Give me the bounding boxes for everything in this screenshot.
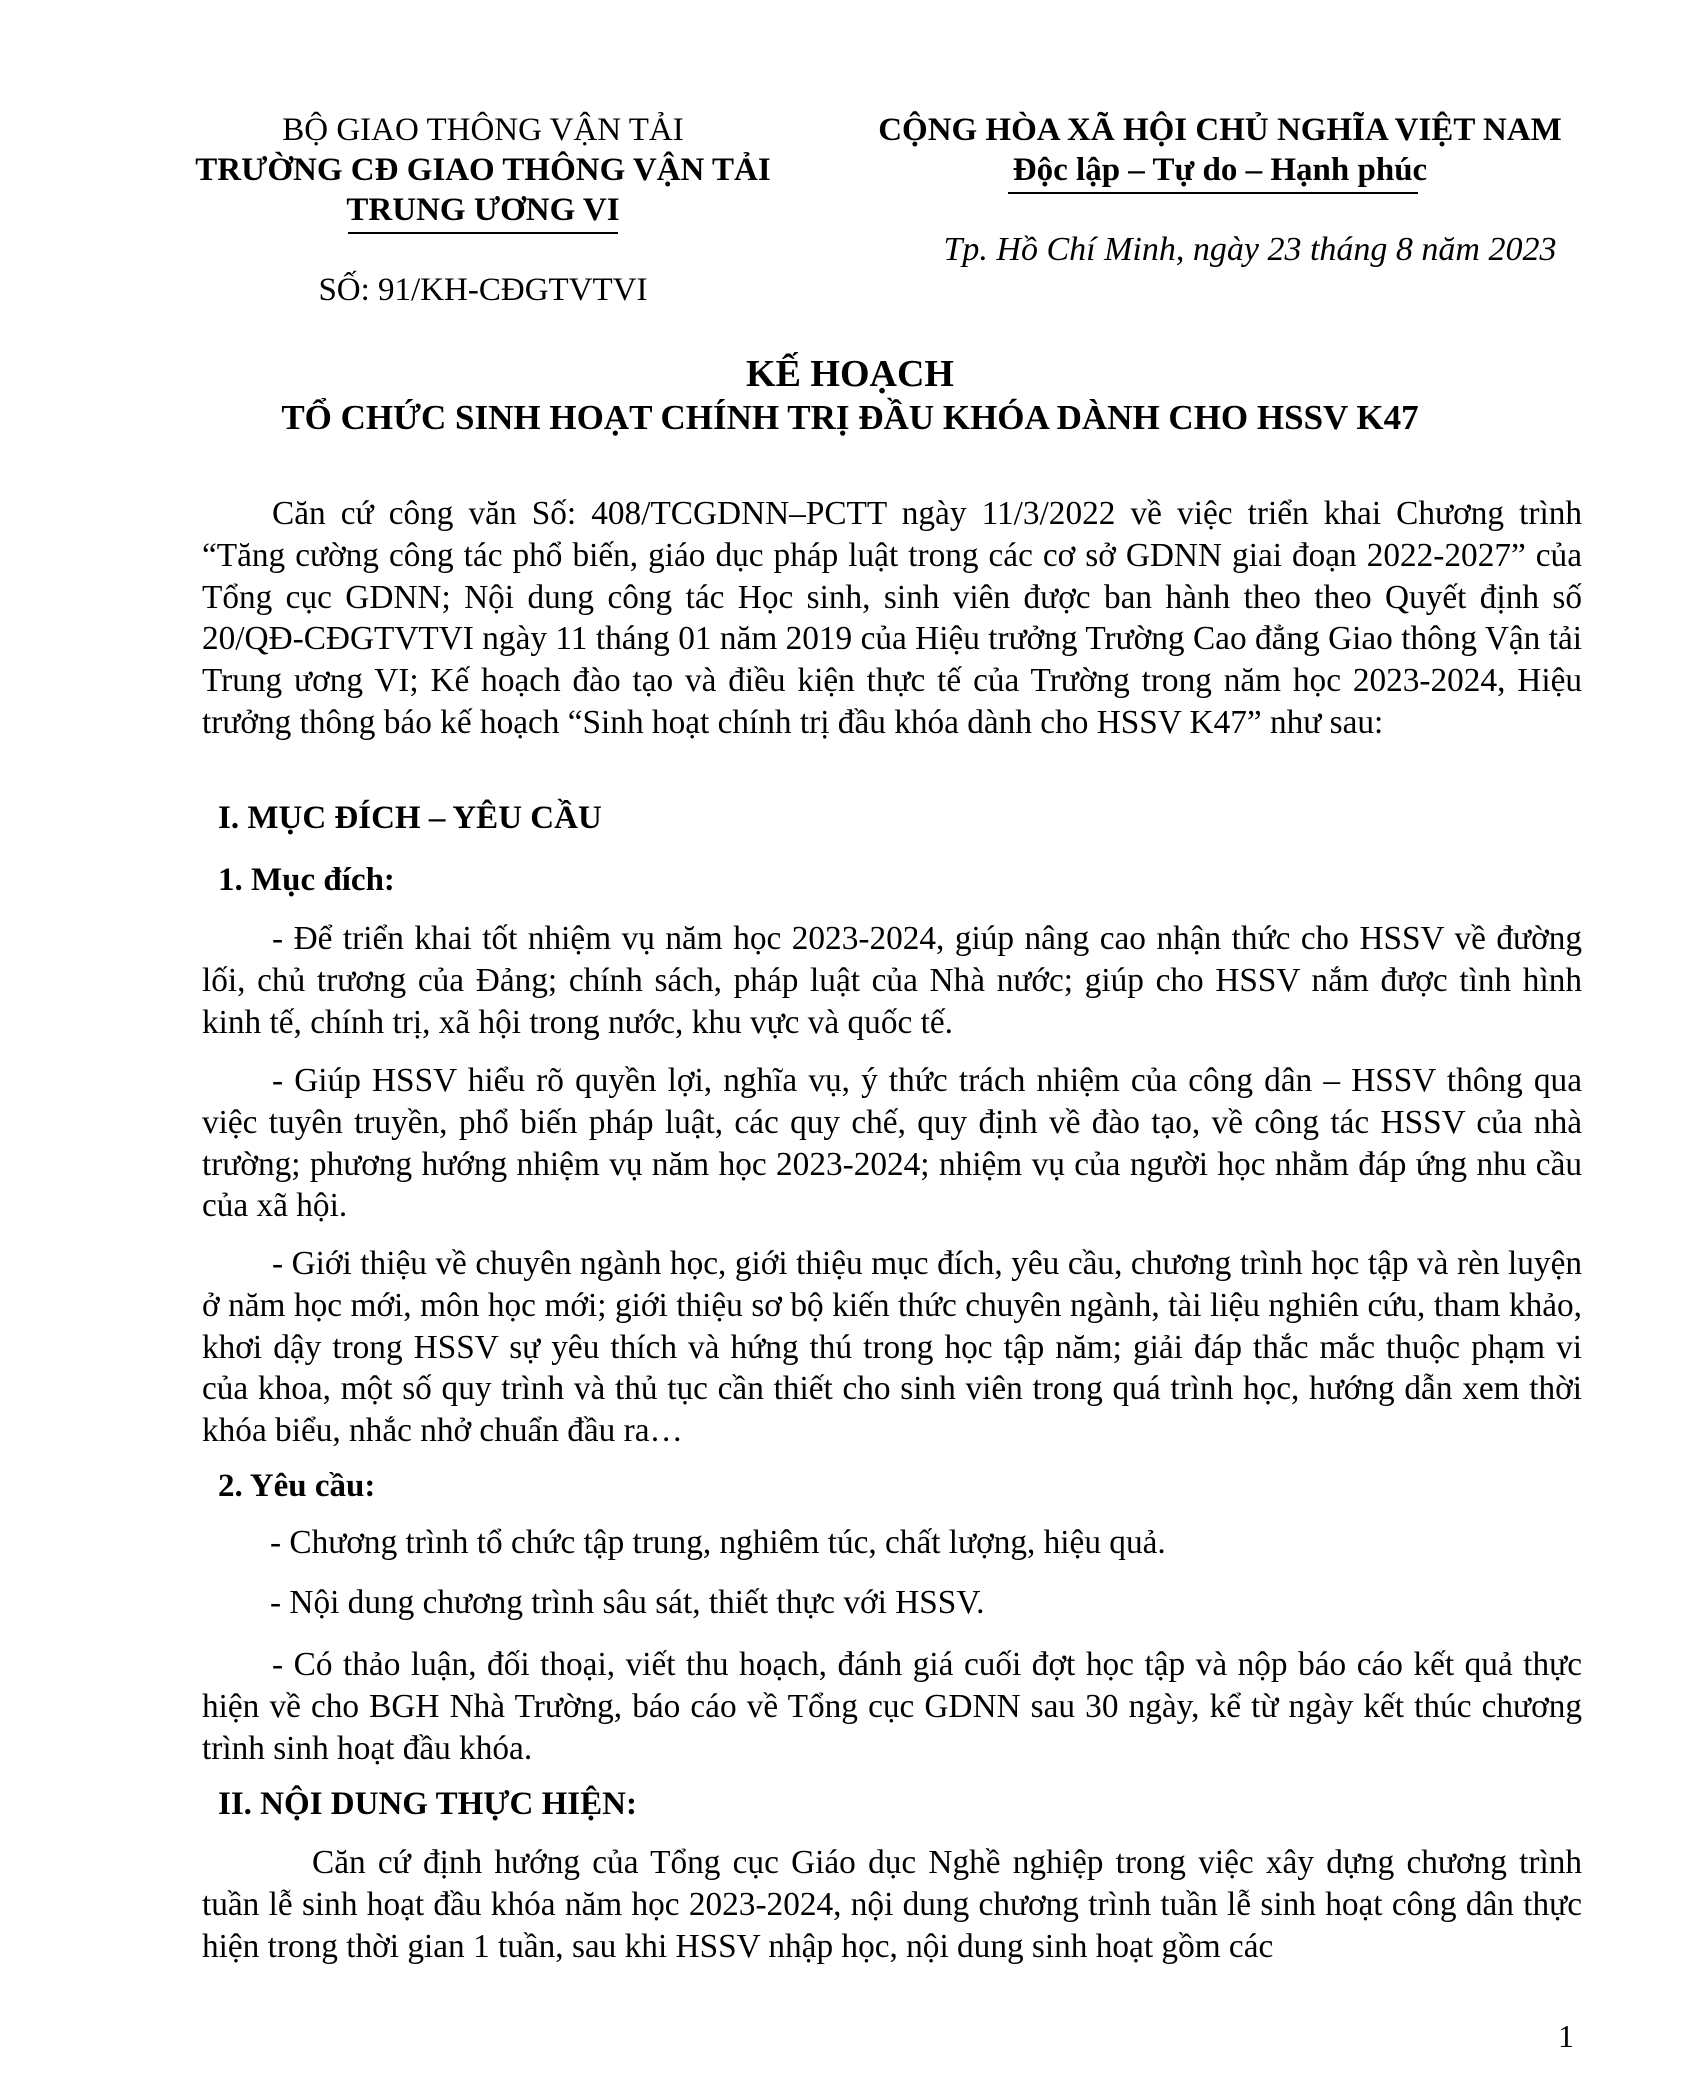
document-subtitle: TỔ CHỨC SINH HOẠT CHÍNH TRỊ ĐẦU KHÓA DÀNH CHO HSSV K47 [281,398,1419,437]
section-1-1-heading: 1. Mục đích: [218,862,395,898]
section-1-2-heading: 2. Yêu cầu: [218,1468,376,1504]
purpose-item-1: - Để triển khai tốt nhiệm vụ năm học 2023-2024, giúp nâng cao nhận thức cho HSSV về đường lối, chủ trương của Đảng; chính sách, pháp luật của Nhà nước; giúp cho HSSV nắm được tình hình kinh tế, chính trị, xã hội trong nước, khu vực và quốc tế. [202,920,1582,1041]
school-name-line2: TRUNG ƯƠNG VI [346,192,620,228]
document-title: KẾ HOẠCH [746,353,954,395]
purpose-item-3: - Giới thiệu về chuyên ngành học, giới thiệu mục đích, yêu cầu, chương trình học tập và rèn luyện ở năm học mới, môn học mới; giới thiệu sơ bộ kiến thức chuyên ngành, tài liệu nghiên cứu, tham khảo, khơi dậy trong HSSV sự yêu thích và hứng thú trong học tập năm; giải đáp thắc mắc thuộc phạm vi của khoa, một số quy trình và thủ tục cần thiết cho sinh viên trong quá trình học, hướng dẫn xem thời khóa biểu, nhắc nhở chuẩn đầu ra… [202,1245,1582,1450]
purpose-item-2: - Giúp HSSV hiểu rõ quyền lợi, nghĩa vụ, ý thức trách nhiệm của công dân – HSSV thông qua việc tuyên truyền, phổ biến pháp luật, các quy chế, quy định về đào tạo, về công tác HSSV của nhà trường; phương hướng nhiệm vụ năm học 2023-2024; nhiệm vụ của người học nhằm đáp ứng nhu cầu của xã hội. [202,1062,1582,1225]
motto-underline [1008,192,1418,194]
national-motto: Độc lập – Tự do – Hạnh phúc [1012,152,1428,188]
section-2-heading: II. NỘI DUNG THỰC HIỆN: [218,1786,637,1822]
document-number: SỐ: 91/KH-CĐGTVTVI [318,272,648,308]
school-name-line1: TRƯỜNG CĐ GIAO THÔNG VẬN TẢI [195,152,771,188]
school-underline [348,232,618,234]
ministry-name: BỘ GIAO THÔNG VẬN TẢI [282,112,684,148]
requirement-item-3: - Có thảo luận, đối thoại, viết thu hoạch, đánh giá cuối đợt học tập và nộp báo cáo kết quả thực hiện về cho BGH Nhà Trường, báo cáo về Tổng cục GDNN sau 30 ngày, kể từ ngày kết thúc chương trình sinh hoạt đầu khóa. [202,1646,1582,1767]
page-number: 1 [1558,2018,1574,2054]
requirement-item-2: - Nội dung chương trình sâu sát, thiết thực với HSSV. [270,1584,985,1621]
section-2-paragraph: Căn cứ định hướng của Tổng cục Giáo dục Nghề nghiệp trong việc xây dựng chương trình tuần lễ sinh hoạt đầu khóa năm học 2023-2024, nội dung chương trình tuần lễ sinh hoạt công dân thực hiện trong thời gian 1 tuần, sau khi HSSV nhập học, nội dung sinh hoạt gồm các [202,1844,1582,1965]
section-1-heading: I. MỤC ĐÍCH – YÊU CẦU [218,800,602,836]
country-name: CỘNG HÒA XÃ HỘI CHỦ NGHĨA VIỆT NAM [878,112,1562,148]
intro-paragraph: Căn cứ công văn Số: 408/TCGDNN–PCTT ngày 11/3/2022 về việc triển khai Chương trình “Tăng cường công tác phổ biến, giáo dục pháp luật trong các cơ sở GDNN giai đoạn 2022-2027” của Tổng cục GDNN; Nội dung công tác Học sinh, sinh viên được ban hành theo theo Quyết định số 20/QĐ-CĐGTVTVI ngày 11 tháng 01 năm 2019 của Hiệu trưởng Trường Cao đẳng Giao thông Vận tải Trung ương VI; Kế hoạch đào tạo và điều kiện thực tế của Trường trong năm học 2023-2024, Hiệu trưởng thông báo kế hoạch “Sinh hoạt chính trị đầu khóa dành cho HSSV K47” như sau: [202,495,1582,741]
place-and-date: Tp. Hồ Chí Minh, ngày 23 tháng 8 năm 2023 [943,231,1557,268]
requirement-item-1: - Chương trình tổ chức tập trung, nghiêm túc, chất lượng, hiệu quả. [270,1524,1166,1561]
